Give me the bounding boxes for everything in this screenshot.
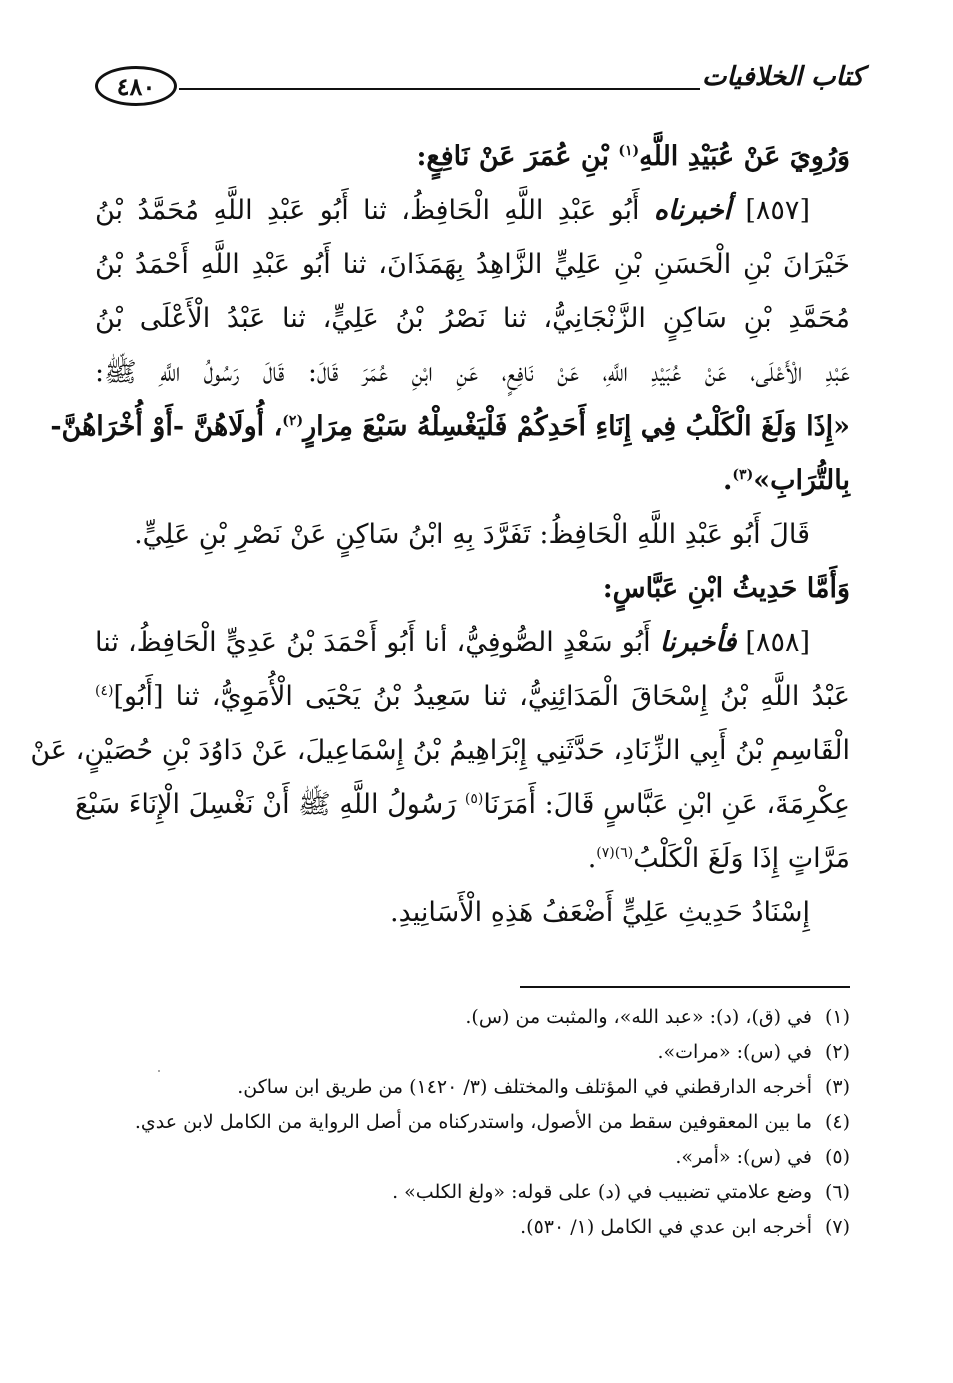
fa-akhbarana-keyword: فأخبرنا <box>659 627 737 658</box>
footnote-2 <box>95 1035 850 1070</box>
main-text <box>30 130 850 940</box>
footnote-number: (٣) <box>824 1076 850 1098</box>
hadith-858-line-2 <box>95 670 850 724</box>
akhbarana-keyword: أخبرناه <box>653 195 732 226</box>
hadith-text: أَبُو عَبْدِ اللَّهِ الْحَافِظُ، ثنا أَبُو عَبْدِ اللَّهِ مُحَمَّدُ بْنُ <box>95 195 654 226</box>
hadith-number: [٨٥٨] <box>736 627 810 658</box>
intro-text-rest: بْنِ عُمَرَ عَنْ نَافِعٍ: <box>416 141 619 172</box>
hadith-857-line-5 <box>50 400 850 454</box>
footnote-text: أخرجه ابن عدي في الكامل (١/ ٥٣٠). <box>520 1216 812 1238</box>
footnote-6 <box>95 1175 850 1210</box>
page-number: ٤٨٠ <box>95 66 177 106</box>
footnote-ref: (٤) <box>95 683 114 699</box>
footnote-text: أخرجه الدارقطني في المؤتلف والمختلف (٣/ ١٤٢٠) من طريق ابن ساكن. <box>237 1076 812 1098</box>
footnote-separator <box>520 986 850 988</box>
footnote-text: وضع علامتي تضبيب في (د) على قوله: «ولغ الكلب» . <box>392 1181 812 1203</box>
intro-text: وَرُوِيَ عَنْ عُبَيْدِ اللَّهِ <box>639 141 850 172</box>
footnote-ref: (١) <box>618 143 640 159</box>
section-heading-ibn-abbas: وَأَمَّا حَدِيثُ ابْنِ عَبَّاسٍ: <box>602 573 850 604</box>
period: . <box>723 465 733 496</box>
footnote-5 <box>95 1140 850 1175</box>
footnote-number: (٥) <box>824 1146 850 1168</box>
footnote-3 <box>95 1070 850 1105</box>
hadith-matn-end: بِالتُّرَابِ» <box>753 465 850 496</box>
hadith-857-line-2: خَيْرَانَ بْنِ الْحَسَنِ بْنِ عَلِيٍّ الزَّاهِدُ بِهَمَذَانَ، ثنا أَبُو عَبْدِ اللَّهِ أَحْمَدُ بْنُ <box>95 249 850 280</box>
commentary-line: قَالَ أَبُو عَبْدِ اللَّهِ الْحَافِظُ: تَفَرَّدَ بِهِ ابْنُ سَاكِنٍ عَنْ نَصْرِ بْنِ عَلِيٍّ. <box>134 519 810 550</box>
hadith-matn: «إِذَا وَلَغَ الْكَلْبُ فِي إِنَاءِ أَحَدِكُمْ فَلْيَغْسِلْهُ سَبْعَ مِرَارٍ <box>303 411 850 442</box>
intro-line <box>95 130 850 184</box>
footnote-ref: (٦)(٧) <box>596 845 634 861</box>
footnote-7 <box>95 1210 850 1245</box>
footnote-ref: (٢) <box>282 413 304 429</box>
footnote-text: ما بين المعقوفين سقط من الأصول، واستدركناه من أصل الرواية من الكامل لابن عدي. <box>134 1111 812 1133</box>
hadith-858-line-3: الْقَاسِمِ بْنُ أَبِي الزِّنَادِ، حَدَّثَنِي إِبْرَاهِيمُ بْنُ إِسْمَاعِيلَ، عَنْ دَاوُدَ بْنِ حُصَيْنٍ، عَنْ <box>30 735 850 766</box>
footnote-number: (٦) <box>824 1181 850 1203</box>
footnote-number: (٧) <box>824 1216 850 1238</box>
hadith-text: عِكْرِمَةَ، عَنِ ابْنِ عَبَّاسٍ قَالَ: أَمَرَنَا <box>483 789 850 820</box>
hadith-858-line-4 <box>74 778 850 832</box>
hadith-text: أَبُو سَعْدٍ الصُّوفِيُّ، أنا أَبُو أَحْمَدَ بْنُ عَدِيٍّ الْحَافِظُ، ثنا <box>95 627 660 658</box>
footnote-ref: (٥) <box>464 791 484 807</box>
page-header <box>95 58 864 114</box>
hadith-matn-rest: ، أُولَاهُنَّ -أَوْ أُخْرَاهُنَّ- <box>50 411 283 442</box>
hadith-857-line-4: عَبْدِ الْأَعْلَى، عَنْ عُبَيْدِ اللَّهِ، عَنْ نَافِعٍ، عَنِ ابْنِ عُمَرَ قَالَ: قَالَ رَسُولُ اللَّهِ ﷺ: <box>95 357 850 388</box>
footnote-text: في (ق)، (د): «عبد الله»، والمثبت من (س). <box>465 1006 812 1028</box>
hadith-857-line-6 <box>95 454 850 508</box>
footnote-4 <box>95 1105 850 1140</box>
footnote-text: في (س): «مرات». <box>657 1041 812 1063</box>
footnote-number: (٤) <box>824 1111 850 1133</box>
footnote-number: (٢) <box>824 1041 850 1063</box>
hadith-857-line-1 <box>95 184 850 238</box>
hadith-number: [٨٥٧] <box>731 195 810 226</box>
hadith-857-line-3: مُحَمَّدِ بْنِ سَاكِنٍ الزَّنْجَانِيُّ، ثنا نَصْرُ بْنُ عَلِيٍّ، ثنا عَبْدُ الْأَعْلَى بْنُ <box>95 303 850 334</box>
hadith-text: عَبْدُ اللَّهِ بْنُ إِسْحَاقَ الْمَدَائِنِيُّ، ثنا سَعِيدُ بْنُ يَحْيَى الْأُمَوِيُّ، ثنا [أَبُو] <box>113 681 850 712</box>
footnote-number: (١) <box>824 1006 850 1028</box>
footnote-ref: (٣) <box>732 467 754 483</box>
book-title: كتاب الخلافيات <box>702 62 864 92</box>
header-rule <box>179 88 700 90</box>
footnote-1 <box>95 1000 850 1035</box>
hadith-text-rest: رَسُولُ اللَّهِ ﷺ أَنْ نَغْسِلَ الْإِنَاءَ سَبْعَ <box>74 789 465 820</box>
footnotes <box>95 1000 850 1245</box>
isnad-remark: إِسْنَادُ حَدِيثِ عَلِيٍّ أَضْعَفُ هَذِهِ الْأَسَانِيدِ. <box>389 897 810 928</box>
footnote-text: في (س): «أمر». <box>675 1146 812 1168</box>
hadith-858-line-1 <box>95 616 850 670</box>
period: . <box>587 843 597 874</box>
hadith-text: مَرَّاتٍ إِذَا وَلَغَ الْكَلْبُ <box>633 843 850 874</box>
hadith-858-line-5 <box>95 832 850 886</box>
